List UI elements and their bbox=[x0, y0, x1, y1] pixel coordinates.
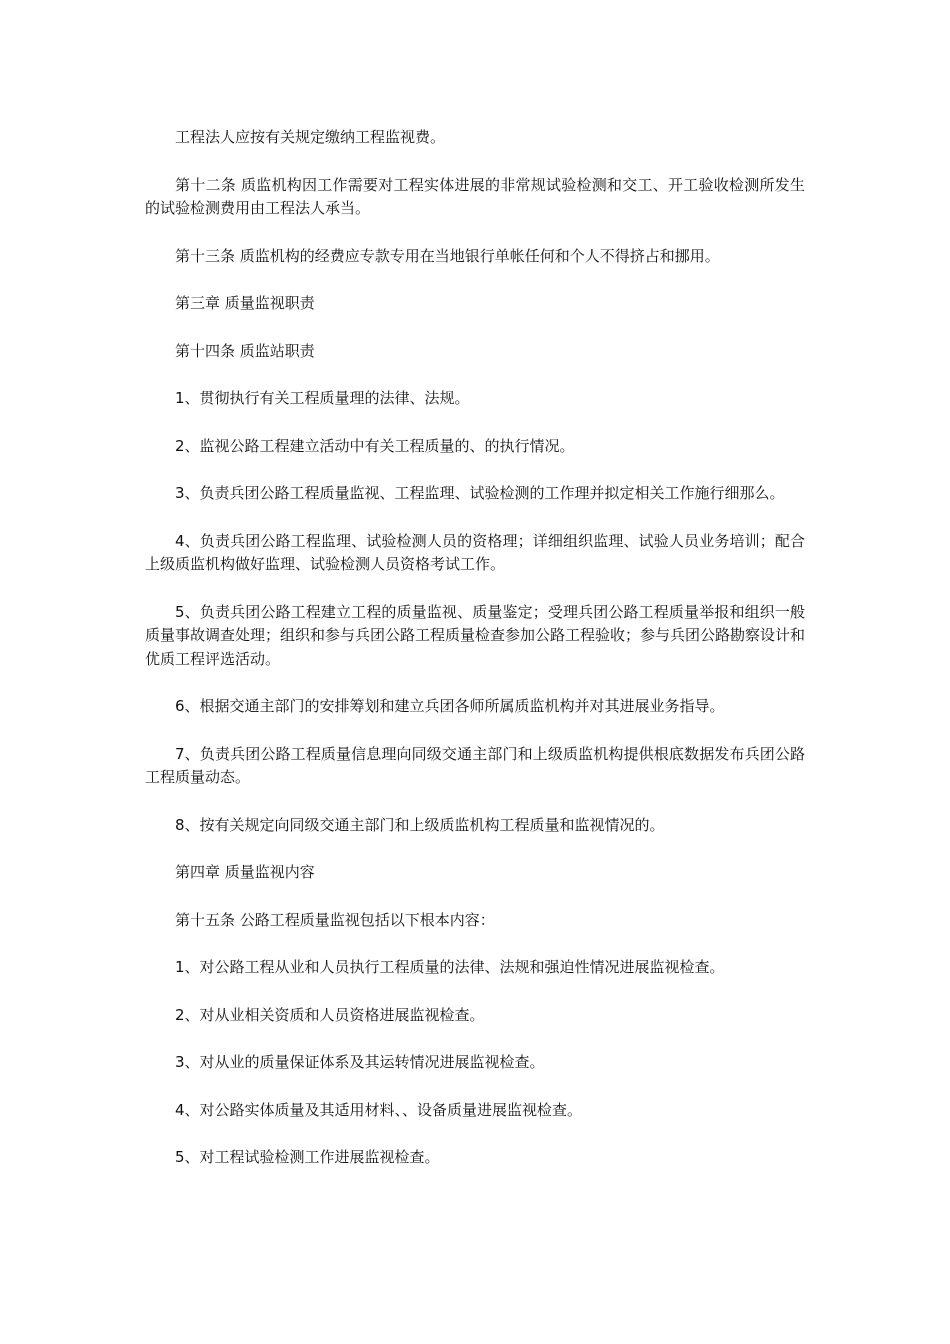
chapter-4-heading: 第四章 质量监视内容 bbox=[175, 863, 315, 881]
list-item-duty-1: 1、贯彻执行有关工程质量理的法律、法规。 bbox=[175, 389, 470, 407]
document-body bbox=[145, 126, 805, 1194]
list-item-content-3: 3、对从业的质量保证体系及其运转情况进展监视检查。 bbox=[175, 1053, 545, 1071]
paragraph-fee-obligation: 工程法人应按有关规定缴纳工程监视费。 bbox=[175, 128, 446, 146]
paragraph-article-15: 第十五条 公路工程质量监视包括以下根本内容： bbox=[175, 910, 495, 929]
list-item-duty-5: 5、负责兵团公路工程建立工程的质量监视、质量鉴定；受理兵团公路工程质量举报和组织一般质量事故调查处理；组织和参与兵团公路工程质量检查参加公路工程验收；参与兵团公路勘察设计和优质工程评选活动。 bbox=[145, 602, 806, 668]
paragraph-article-12: 第十二条 质监机构因工作需要对工程实体进展的非常规试验检测和交工、开工验收检测所发生的试验检测费用由工程法人承当。 bbox=[145, 175, 805, 217]
list-item-duty-7: 7、负责兵团公路工程质量信息理向同级交通主部门和上级质监机构提供根底数据发布兵团公路工程质量动态。 bbox=[145, 744, 805, 786]
paragraph-article-14: 第十四条 质监站职责 bbox=[175, 341, 315, 360]
list-item-duty-8: 8、按有关规定向同级交通主部门和上级质监机构工程质量和监视情况的。 bbox=[175, 815, 665, 834]
list-item-content-1: 1、对公路工程从业和人员执行工程质量的法律、法规和强迫性情况进展监视检查。 bbox=[175, 958, 725, 976]
list-item-duty-2: 2、监视公路工程建立活动中有关工程质量的、的执行情况。 bbox=[175, 436, 575, 455]
list-item-duty-4: 4、负责兵团公路工程监理、试验检测人员的资格理；详细组织监理、试验人员业务培训；配合上级质监机构做好监理、试验检测人员资格考试工作。 bbox=[145, 531, 805, 573]
list-item-content-2: 2、对从业相关资质和人员资格进展监视检查。 bbox=[175, 1005, 485, 1024]
list-item-duty-6: 6、根据交通主部门的安排筹划和建立兵团各师所属质监机构并对其进展业务指导。 bbox=[175, 697, 725, 715]
list-item-duty-3: 3、负责兵团公路工程质量监视、工程监理、试验检测的工作理并拟定相关工作施行细那么。 bbox=[175, 484, 785, 502]
list-item-content-5: 5、对工程试验检测工作进展监视检查。 bbox=[175, 1148, 440, 1166]
list-item-content-4: 4、对公路实体质量及其适用材料、、设备质量进展监视检查。 bbox=[175, 1100, 583, 1119]
paragraph-article-13: 第十三条 质监机构的经费应专款专用在当地银行单帐任何和个人不得挤占和挪用。 bbox=[175, 246, 720, 265]
chapter-3-heading: 第三章 质量监视职责 bbox=[175, 294, 315, 312]
